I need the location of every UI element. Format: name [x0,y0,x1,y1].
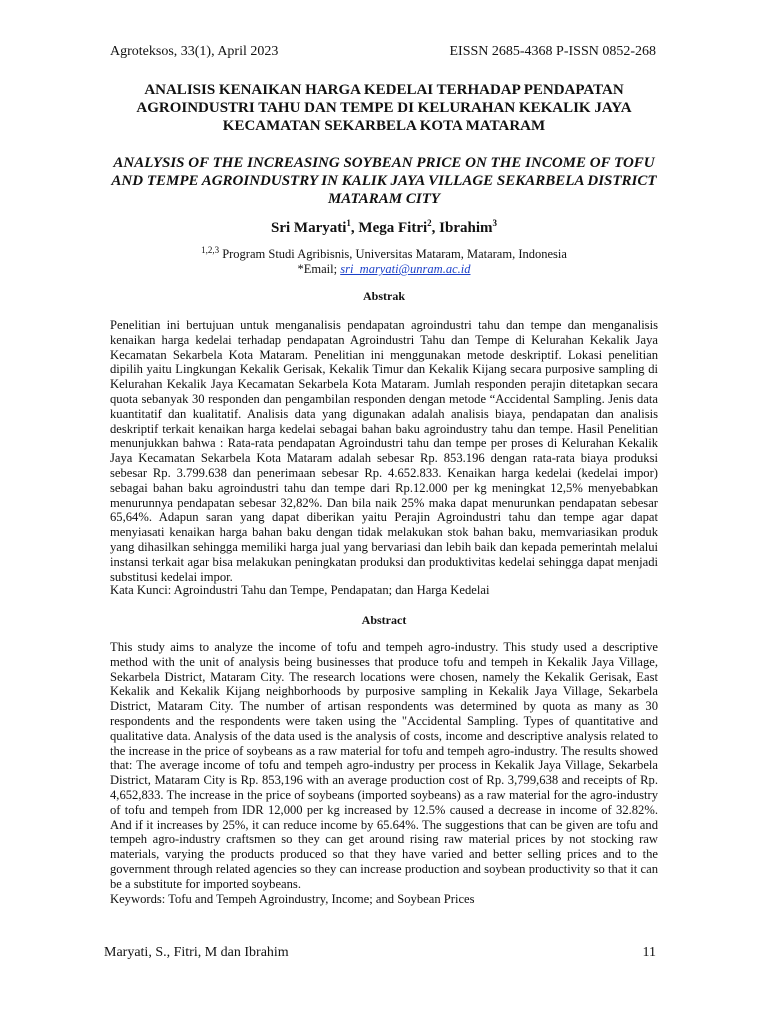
keywords: Keywords: Tofu and Tempeh Agroindustry, Income; and Soybean Prices [110,892,475,906]
email-link[interactable]: sri_maryati@unram.ac.id [340,262,471,277]
author-affil-mark: 1 [346,218,351,228]
abstract-heading: Abstract [361,613,407,627]
abstrak-heading: Abstrak [362,289,405,303]
abstract-body: This study aims to analyze the income of tofu and tempeh agro-industry. This study used a descriptive method with the unit of analysis being businesses that produce tofu and tempeh in Kekalik Jaya Village, Sekarbela District, Mataram City. The research locations were chosen, namely the Kekalik Gerisak, East Kekalik and Kekalik Kijang neighborhoods by purposive sampling in Kekalik Jaya Village, Sekarbela District, Mataram City. The number of artisan respondents was determined by quota as many as 30 respondents and the respondents were taken using the "Accidental Sampling. Types of quantitative and qualitative data. Analysis of the data used is the analysis of costs, income and descriptive analysis related to the increase in the price of soybeans as a raw material for tofu and tempeh agro-industry. The results showed that: The average income of tofu and tempeh agro-industry per process in Kekalik Jaya Village, Sekarbela District, Mataram City is Rp. 853,196 with an average production cost of Rp. 3,799,638 and receipts of Rp. 4,652,833. The increase in the price of soybeans (imported soybeans) as a raw material for the agro-industry of tofu and tempeh from IDR 12,000 per kg increased by 12.5% caused a decrease in income of 32.82%. And if it increases by 25%, it can reduce income by 65.64%. The suggestions that can be given are tofu and tempeh agro-industry craftsmen so they can get around rising raw material prices by not stocking raw materials, varying the products produced so that they have varied and better selling prices and to the government through related agencies so they can increase production and soybean productivity so that it can be a substitute for imported soybeans. [110,640,658,891]
affil-text: Program Studi Agribisnis, Universitas Mataram, Mataram, Indonesia [222,247,567,262]
author-affil-mark: 2 [427,218,432,228]
journal-citation: Agroteksos, 33(1), April 2023 [110,44,279,59]
page-number: 11 [642,945,656,960]
author-name: Mega Fitri [358,220,428,236]
email-label: *Email; [297,262,338,277]
issn: EISSN 2685-4368 P-ISSN 0852-268 [449,44,656,59]
author-affil-mark: 3 [492,218,497,228]
title-indonesian: ANALISIS KENAIKAN HARGA KEDELAI TERHADAP PENDAPATAN AGROINDUSTRI TAHU DAN TEMPE DI KELURAHAN KEKALIK JAYA KECAMATAN SEKARBELA KOTA MATARAM [136,82,632,134]
kata-kunci: Kata Kunci: Agroindustri Tahu dan Tempe, Pendapatan; dan Harga Kedelai [110,583,490,597]
abstrak-body: Penelitian ini bertujuan untuk menganalisis pendapatan agroindustri tahu dan tempe dan menganalisis kenaikan harga kedelai terhadap pendapatan Agroindustri Tahu dan Tempe di Kelurahan Kekalik Jaya Kecamatan Sekarbela Kota Mataram. Penelitian ini menggunakan metode deskriptif. Lokasi penelitian dipilih yaitu Lingkungan Kekalik Gerisak, Kekalik Timur dan Kekalik Kijang secara purposive sampling di Kelurahan Kekalik Jaya Kecamatan Sekarbela Kota Mataram. Jumlah responden perajin ditetapkan secara quota sebanyak 30 responden dan pengambilan responden dengan metode “Accidental Sampling. Jenis data kuantitatif dan kualitatif. Analisis data yang digunakan adalah analisis biaya, pendapatan dan analisis deskriptif terkait kenaikan harga kedelai sebagai bahan baku agroindustry tahu dan tempe. Hasil Penelitian menunjukkan bahwa : Rata-rata pendapatan Agroindustri tahu dan tempe per proses di Kelurahan Kekalik Jaya Kecamatan Sekarbela Kota Mataram adalah sebesar Rp. 853.196 dengan rata-rata biaya produksi sebesar Rp. 3.799.638 dan penerimaan sebesar Rp. 4.652.833. Kenaikan harga kedelai (kedelai impor) sebagai bahan baku agroindustri tahu dan tempe dari Rp.12.000 per kg meningkat 12,5% menyebabkan menurunnya pendapatan sebesar 32,82%. Dan bila naik 25% maka dapat menurunkan pendapatan sebesar 65,64%. Adapun saran yang dapat diberikan yaitu Perajin Agroindustri tahu dan tempe agar dapat menyiasati kenaikan harga bahan baku dengan tidak melakukan stok bahan baku, memvariasikan produk yang dihasilkan sehingga memiliki harga jual yang bervariasi dan lebih baik dan kepada pemerintah melalui instansi terkait agar bisa melakukan peningkatan produksi dan produktivitas kedelai sehingga dapat menjadi substitusi kedelai impor. [110,318,658,584]
affil-mark: 1,2,3 [201,245,220,255]
author-name: Ibrahim [439,220,493,236]
title-english: ANALYSIS OF THE INCREASING SOYBEAN PRICE ON THE INCOME OF TOFU AND TEMPE AGROINDUSTRY IN KALIK JAYA VILLAGE SEKARBELA DISTRICT MATARAM CITY [111,155,657,207]
author-list: Sri Maryati$^1$, Mega Fitri$^2$, Ibrahim$^3$ [271,218,497,236]
footer-authors: Maryati, S., Fitri, M dan Ibrahim [104,945,289,960]
affiliation [110,243,658,277]
author-name: Sri Maryati [271,220,347,236]
